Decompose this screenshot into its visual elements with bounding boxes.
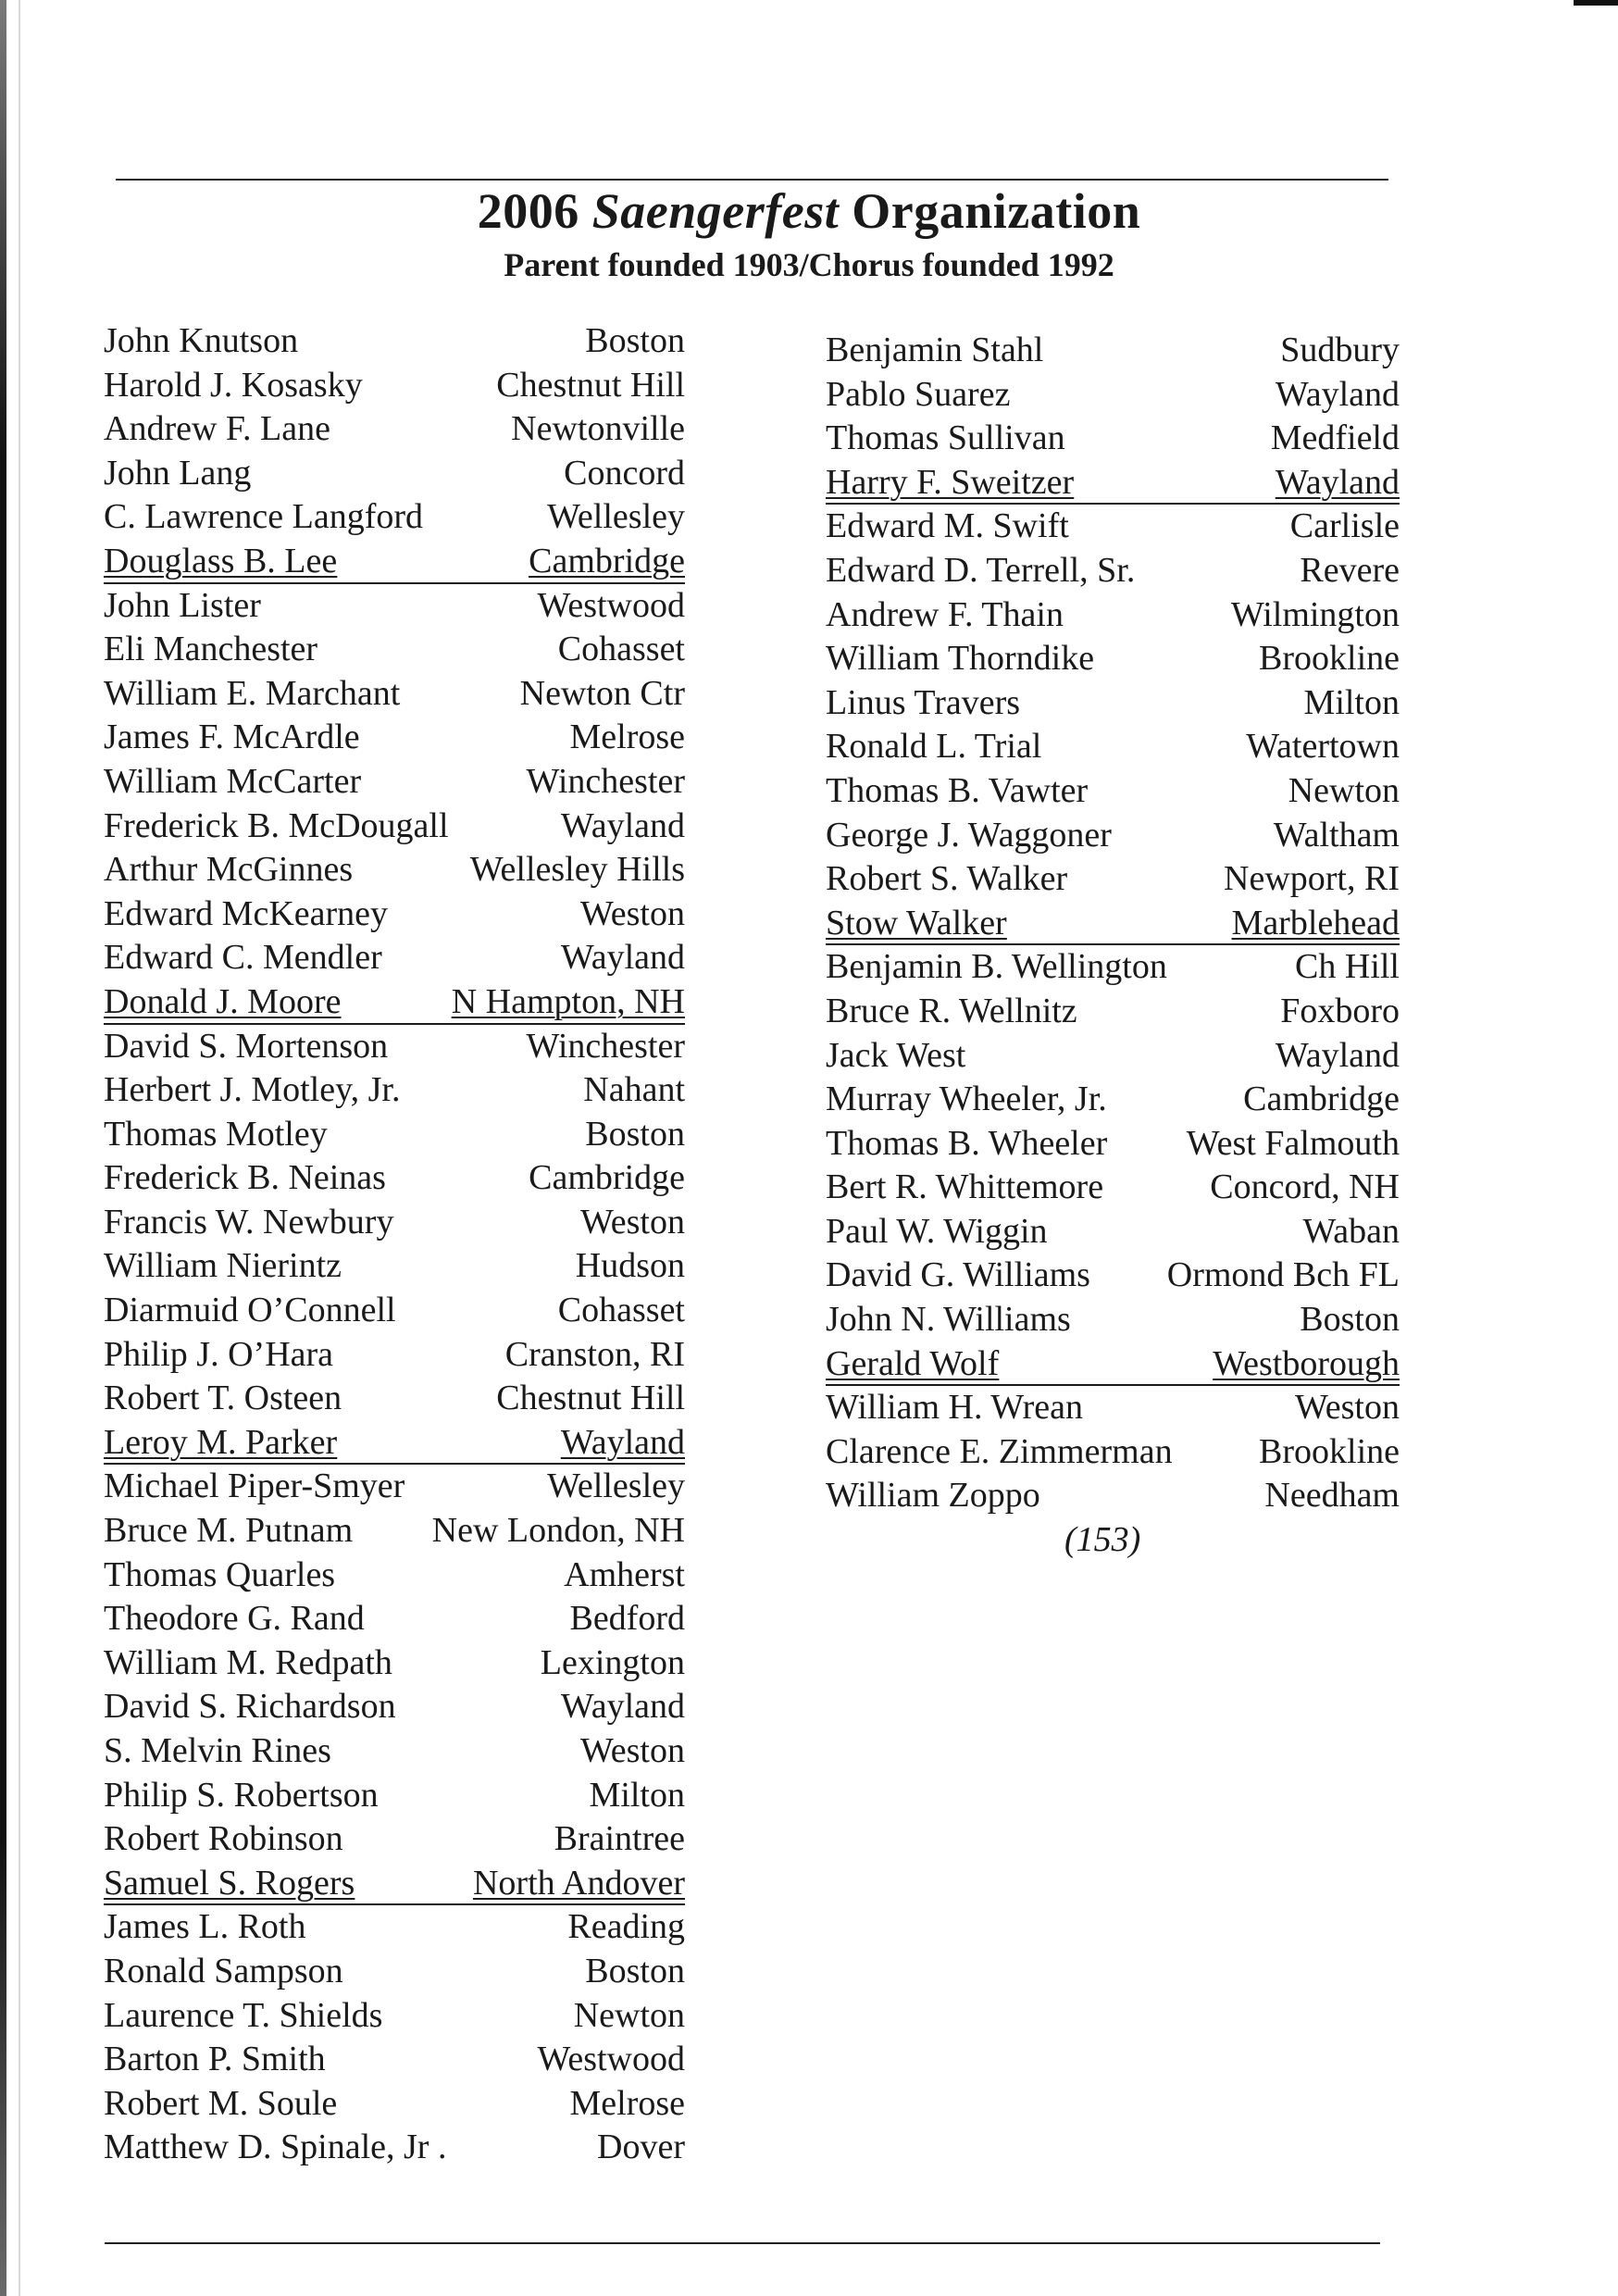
member-town: Cambridge	[529, 1158, 685, 1198]
scan-fold-line	[19, 0, 20, 2296]
roster-entry	[826, 505, 1400, 549]
member-name: S. Melvin Rines	[104, 1731, 331, 1770]
member-name: William M. Redpath	[104, 1642, 392, 1682]
roster-entry	[826, 990, 1400, 1034]
member-town: Melrose	[569, 718, 685, 757]
member-town: Carlisle	[1289, 506, 1400, 546]
member-town: Boston	[585, 1114, 685, 1154]
member-name: John N. Williams	[826, 1300, 1071, 1340]
roster-entry	[104, 1289, 685, 1333]
member-name: Thomas Quarles	[104, 1554, 336, 1594]
member-name: Eli Manchester	[104, 630, 318, 669]
member-town: Wellesley Hills	[469, 850, 685, 890]
member-town: Reading	[567, 1907, 685, 1947]
member-name: Andrew F. Thain	[826, 594, 1064, 634]
roster-entry	[826, 1122, 1400, 1167]
member-town: Wayland	[560, 1687, 685, 1727]
roster-entry	[826, 769, 1400, 814]
member-town: Newton	[1288, 770, 1400, 810]
roster-entry	[104, 760, 685, 805]
member-town: Wayland	[560, 1422, 685, 1462]
member-town: Chestnut Hill	[496, 365, 685, 405]
member-name: Jack West	[826, 1035, 966, 1075]
roster-entry	[826, 417, 1400, 461]
roster-entry	[826, 1342, 1400, 1387]
roster-entry	[826, 461, 1400, 505]
member-town: Amherst	[564, 1554, 685, 1594]
roster-entry	[104, 2038, 685, 2082]
roster-entry	[104, 1950, 685, 1994]
member-town: Weston	[1294, 1388, 1400, 1428]
roster-entry	[104, 1156, 685, 1201]
page-title	[0, 182, 1618, 240]
member-town: Marblehead	[1231, 903, 1400, 942]
member-town: Weston	[579, 1202, 685, 1242]
roster-entry	[826, 637, 1400, 681]
roster-entry	[104, 540, 685, 584]
roster-entry	[826, 1210, 1400, 1254]
member-name: Ronald L. Trial	[826, 727, 1042, 767]
member-town: Wilmington	[1230, 594, 1400, 634]
roster-entry	[104, 1068, 685, 1113]
roster-entry	[104, 1113, 685, 1157]
member-town: Wayland	[1275, 1035, 1400, 1075]
roster-entry	[826, 902, 1400, 946]
member-name: Robert T. Osteen	[104, 1379, 342, 1418]
member-town: Concord	[564, 453, 685, 493]
member-name: Ronald Sampson	[104, 1951, 343, 1990]
member-name: Harold J. Kosasky	[104, 365, 363, 405]
member-town: Sudbury	[1280, 331, 1400, 369]
member-name: Herbert J. Motley, Jr.	[104, 1070, 401, 1110]
roster-entry	[826, 681, 1400, 726]
roster-entry	[104, 980, 685, 1025]
member-name: Gerald Wolf	[826, 1343, 1000, 1383]
member-town: N Hampton, NH	[451, 981, 685, 1021]
roster-entry	[104, 672, 685, 717]
roster-entry	[104, 319, 685, 364]
member-town: Concord, NH	[1210, 1167, 1400, 1207]
member-town: Newton Ctr	[519, 673, 685, 713]
member-name: Edward M. Swift	[826, 506, 1069, 546]
roster-entry	[104, 1597, 685, 1641]
member-name: William McCarter	[104, 761, 362, 801]
roster-right-column	[826, 329, 1400, 1518]
roster-entry	[826, 1078, 1400, 1122]
member-name: Murray Wheeler, Jr.	[826, 1079, 1107, 1119]
roster-entry	[104, 716, 685, 760]
member-town: Cambridge	[1243, 1079, 1400, 1119]
roster-entry	[826, 1254, 1400, 1298]
roster-entry	[104, 805, 685, 849]
member-name: George J. Waggoner	[826, 815, 1112, 855]
member-town: Wayland	[560, 805, 685, 845]
member-town: Boston	[1300, 1300, 1400, 1340]
member-town: Wayland	[1275, 374, 1400, 414]
member-town: West Falmouth	[1186, 1123, 1400, 1163]
member-name: James L. Roth	[104, 1907, 306, 1947]
member-name: David S. Mortenson	[104, 1026, 389, 1066]
member-town: Wellesley	[547, 497, 685, 537]
member-town: Milton	[589, 1775, 685, 1815]
roster-entry	[826, 857, 1400, 902]
scan-corner-mark	[1574, 0, 1618, 6]
roster-entry	[826, 814, 1400, 858]
roster-entry	[104, 2082, 685, 2127]
member-name: Andrew F. Lane	[104, 409, 330, 449]
member-town: Brookline	[1259, 1431, 1400, 1471]
member-name: Benjamin Stahl	[826, 331, 1044, 369]
roster-entry	[104, 1377, 685, 1421]
member-name: Frederick B. Neinas	[104, 1158, 386, 1198]
roster-entry	[104, 1905, 685, 1950]
member-name: Thomas B. Wheeler	[826, 1123, 1108, 1163]
member-town: North Andover	[472, 1863, 685, 1903]
roster-entry	[104, 1025, 685, 1069]
member-town: Westwood	[537, 2040, 685, 2079]
member-name: Edward D. Terrell, Sr.	[826, 550, 1136, 590]
member-name: Paul W. Wiggin	[826, 1211, 1048, 1251]
member-town: Newtonville	[511, 409, 685, 449]
roster-entry	[826, 1386, 1400, 1430]
member-town: Hudson	[575, 1246, 685, 1286]
member-name: Laurence T. Shields	[104, 1995, 383, 2035]
member-name: Michael Piper-Smyer	[104, 1466, 405, 1506]
member-name: David G. Williams	[826, 1255, 1090, 1295]
roster-entry	[104, 1244, 685, 1289]
roster-entry	[104, 628, 685, 672]
member-name: Robert Robinson	[104, 1819, 343, 1859]
member-name: Bruce M. Putnam	[104, 1511, 354, 1551]
member-town: Foxboro	[1280, 991, 1400, 1030]
member-name: Diarmuid O’Connell	[104, 1291, 396, 1330]
member-name: William Nierintz	[104, 1246, 342, 1286]
member-town: Chestnut Hill	[496, 1379, 685, 1418]
member-name: James F. McArdle	[104, 718, 360, 757]
roster-entry	[104, 407, 685, 452]
member-name: Edward McKearney	[104, 893, 389, 933]
title-year: 2006	[477, 183, 579, 239]
member-name: John Knutson	[104, 321, 299, 360]
member-town: New London, NH	[431, 1511, 685, 1551]
bottom-rule	[105, 2242, 1380, 2244]
title-word: Organization	[852, 183, 1141, 239]
member-town: Melrose	[569, 2083, 685, 2123]
member-town: Boston	[585, 1951, 685, 1990]
member-town: Weston	[579, 1731, 685, 1770]
member-town: Cambridge	[529, 541, 685, 580]
roster-entry	[826, 373, 1400, 418]
member-town: Needham	[1264, 1476, 1400, 1516]
member-name: Bert R. Whittemore	[826, 1167, 1104, 1207]
member-town: Ormond Bch FL	[1166, 1255, 1400, 1295]
roster-entry	[104, 1862, 685, 1906]
member-name: Thomas Motley	[104, 1114, 328, 1154]
roster-entry	[104, 892, 685, 937]
member-town: Winchester	[526, 1026, 685, 1066]
member-name: Clarence E. Zimmerman	[826, 1431, 1173, 1471]
member-town: Milton	[1303, 682, 1400, 722]
member-town: Dover	[597, 2128, 685, 2167]
roster-entry	[104, 936, 685, 980]
member-name: Stow Walker	[826, 903, 1007, 942]
member-name: Harry F. Sweitzer	[826, 462, 1075, 502]
member-town: Nahant	[583, 1070, 685, 1110]
member-town: Waltham	[1273, 815, 1400, 855]
member-town: Weston	[579, 893, 685, 933]
roster-entry	[104, 1421, 685, 1466]
roster-entry	[826, 593, 1400, 638]
roster-left-column	[104, 319, 685, 2170]
member-name: Francis W. Newbury	[104, 1202, 394, 1242]
roster-entry	[104, 495, 685, 540]
roster-entry	[826, 1474, 1400, 1518]
member-town: Newport, RI	[1224, 859, 1400, 899]
member-town: Lexington	[540, 1642, 685, 1682]
member-name: Samuel S. Rogers	[104, 1863, 355, 1903]
roster-entry	[104, 1333, 685, 1378]
member-name: Robert S. Walker	[826, 859, 1068, 899]
roster-entry	[826, 1298, 1400, 1342]
roster-entry	[826, 725, 1400, 769]
member-name: Frederick B. McDougall	[104, 805, 449, 845]
member-name: Douglass B. Lee	[104, 541, 338, 580]
roster-entry	[104, 1774, 685, 1818]
member-name: Linus Travers	[826, 682, 1021, 722]
member-name: Arthur McGinnes	[104, 850, 354, 890]
member-name: Philip J. O’Hara	[104, 1334, 334, 1374]
member-name: Philip S. Robertson	[104, 1775, 379, 1815]
member-name: Thomas Sullivan	[826, 418, 1065, 458]
roster-entry	[826, 945, 1400, 990]
member-town: Newton	[573, 1995, 685, 2035]
member-name: John Lang	[104, 453, 252, 493]
scan-left-edge	[0, 0, 6, 2296]
page-subtitle: Parent founded 1903/Chorus founded 1992	[504, 246, 1114, 283]
roster-entry	[104, 1201, 685, 1245]
member-name: Robert M. Soule	[104, 2083, 338, 2123]
title-event: Saengerfest	[591, 183, 840, 239]
member-town: Westborough	[1213, 1343, 1400, 1383]
member-town: Braintree	[554, 1819, 685, 1859]
member-name: William Thorndike	[826, 639, 1095, 679]
roster-entry	[826, 329, 1400, 373]
member-town: Westwood	[537, 585, 685, 625]
member-name: John Lister	[104, 585, 261, 625]
member-town: Waban	[1302, 1211, 1400, 1251]
member-town: Ch Hill	[1295, 947, 1400, 987]
member-town: Boston	[585, 321, 685, 360]
roster-entry	[104, 1554, 685, 1598]
roster-entry	[104, 1994, 685, 2039]
member-town: Wayland	[560, 938, 685, 978]
member-name: Bruce R. Wellnitz	[826, 991, 1077, 1030]
member-count: (153)	[1064, 1520, 1141, 1559]
member-name: Benjamin B. Wellington	[826, 947, 1167, 987]
member-town: Winchester	[526, 761, 685, 801]
member-name: William Zoppo	[826, 1476, 1040, 1516]
member-town: Cohasset	[557, 1291, 685, 1330]
roster-entry	[826, 1166, 1400, 1210]
roster-entry	[104, 2126, 685, 2170]
member-town: Cranston, RI	[504, 1334, 685, 1374]
roster-entry	[104, 364, 685, 408]
roster-entry	[826, 1034, 1400, 1079]
member-name: William H. Wrean	[826, 1388, 1083, 1428]
roster-entry	[104, 1465, 685, 1509]
member-name: Leroy M. Parker	[104, 1422, 338, 1462]
roster-entry	[104, 848, 685, 892]
member-town: Medfield	[1270, 418, 1400, 458]
member-name: Matthew D. Spinale, Jr .	[104, 2128, 447, 2167]
member-name: Pablo Suarez	[826, 374, 1011, 414]
member-town: Cohasset	[557, 630, 685, 669]
roster-entry	[104, 1817, 685, 1862]
member-name: Edward C. Mendler	[104, 938, 382, 978]
member-town: Wellesley	[547, 1466, 685, 1506]
member-name: Donald J. Moore	[104, 981, 342, 1021]
member-town: Brookline	[1259, 639, 1400, 679]
roster-entry	[104, 584, 685, 629]
roster-entry	[104, 1509, 685, 1554]
member-town: Bedford	[569, 1599, 685, 1639]
roster-entry	[104, 452, 685, 496]
top-rule	[116, 179, 1388, 181]
member-name: William E. Marchant	[104, 673, 401, 713]
roster-entry	[104, 1685, 685, 1729]
member-name: Theodore G. Rand	[104, 1599, 365, 1639]
member-town: Wayland	[1275, 462, 1400, 502]
roster-entry	[104, 1641, 685, 1686]
member-name: C. Lawrence Langford	[104, 497, 424, 537]
member-name: Barton P. Smith	[104, 2040, 326, 2079]
roster-entry	[826, 549, 1400, 593]
member-town: Revere	[1300, 550, 1400, 590]
roster-entry	[104, 1729, 685, 1774]
member-town: Watertown	[1246, 727, 1400, 767]
roster-entry	[826, 1430, 1400, 1475]
member-name: Thomas B. Vawter	[826, 770, 1089, 810]
member-name: David S. Richardson	[104, 1687, 396, 1727]
